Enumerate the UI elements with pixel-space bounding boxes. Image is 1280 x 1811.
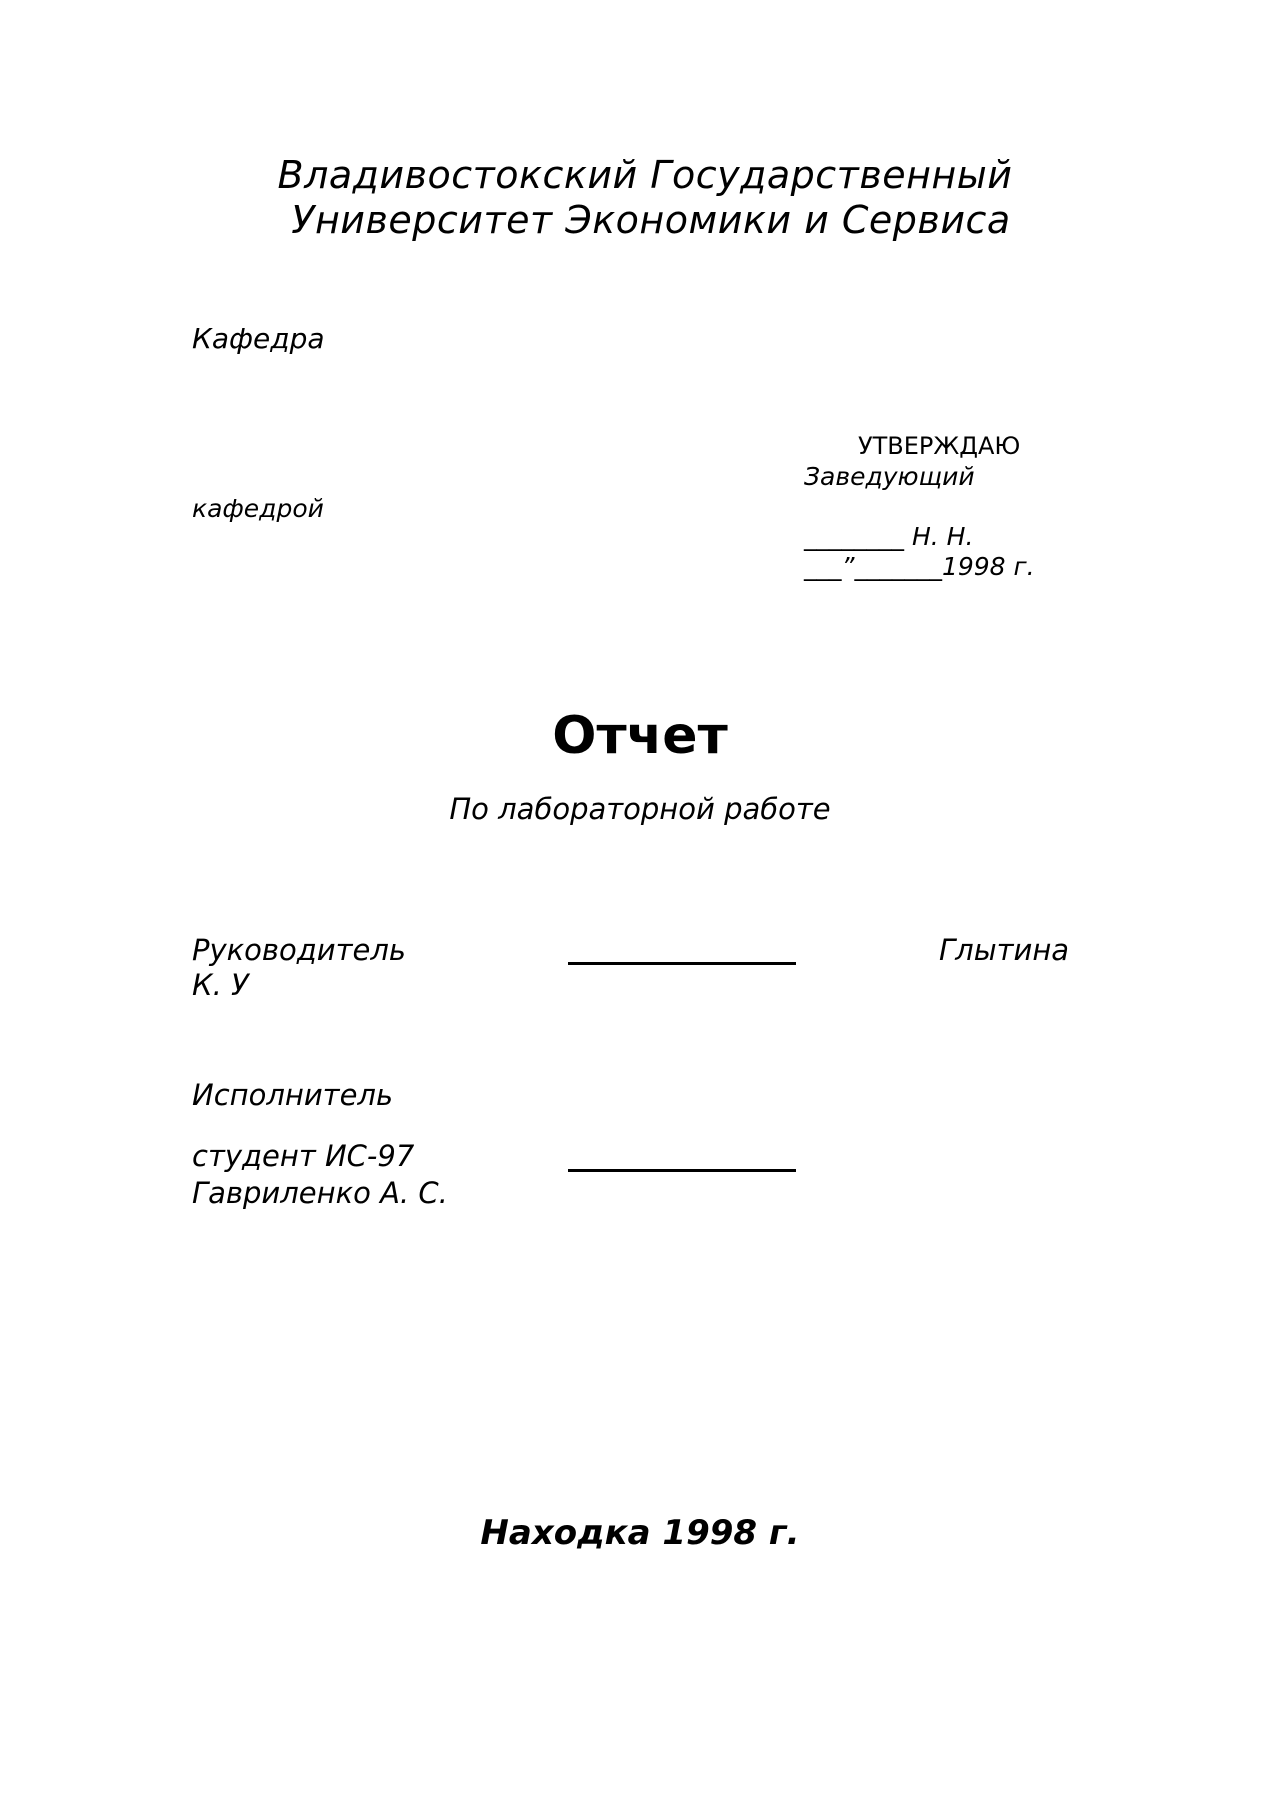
approval-date-line: ___”_______1998 г. xyxy=(804,552,1035,581)
department-head-label: кафедрой xyxy=(192,494,324,523)
approval-heading: УТВЕРЖДАЮ xyxy=(858,432,1021,460)
executor-group: студент ИС-97 xyxy=(192,1139,415,1173)
footer-city-year: Находка 1998 г. xyxy=(480,1513,800,1553)
supervisor-name-surname: Глытина xyxy=(939,933,1070,967)
report-subtitle: По лабораторной работе xyxy=(449,792,831,826)
approval-head-title: Заведующий xyxy=(804,462,975,491)
department-label: Кафедра xyxy=(192,322,325,355)
supervisor-signature-rule xyxy=(568,962,796,965)
report-title: Отчет xyxy=(552,706,728,766)
university-name-line-2: Университет Экономики и Сервиса xyxy=(291,198,1011,242)
supervisor-name-initials: К. У xyxy=(192,968,249,1002)
executor-signature-rule xyxy=(568,1169,796,1172)
executor-name: Гавриленко А. С. xyxy=(192,1176,448,1210)
supervisor-role: Руководитель xyxy=(192,933,407,967)
executor-role: Исполнитель xyxy=(192,1078,394,1112)
university-name-line-1: Владивостокский Государственный xyxy=(277,153,1013,197)
approval-signature-line: ________ Н. Н. xyxy=(804,522,974,551)
